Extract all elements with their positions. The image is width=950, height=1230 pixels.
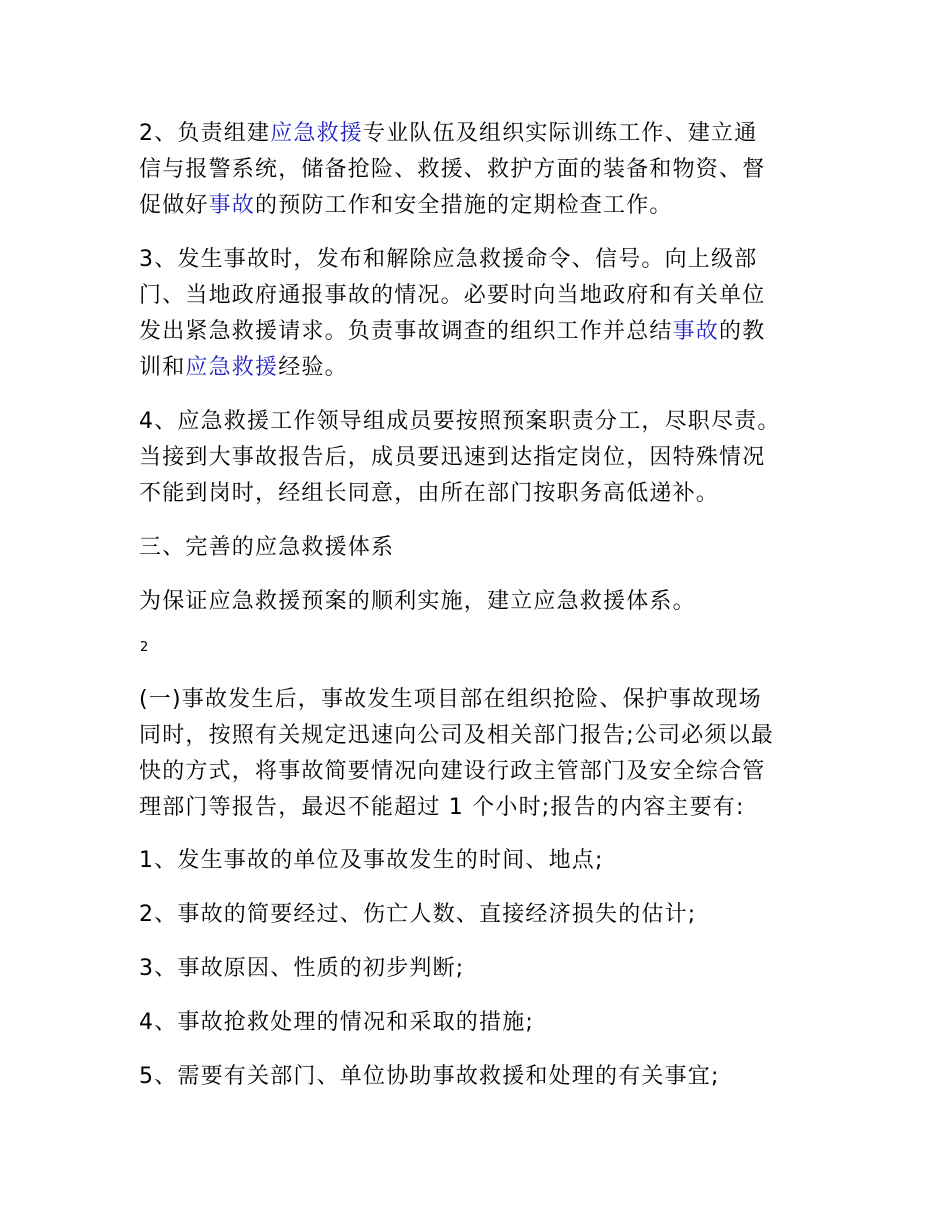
text-segment: 5、需要有关部门、单位协助事故救援和处理的有关事宜; [139, 1064, 720, 1089]
text-line [139, 278, 819, 314]
paragraph-duty-4 [139, 404, 819, 512]
text-line [139, 682, 819, 718]
text-segment: 4、事故抢救处理的情况和采取的措施; [139, 1010, 535, 1035]
text-segment: 经验。 [278, 355, 348, 380]
text-segment: 发出紧急救援请求。负责事故调查的组织工作并总结 [139, 319, 673, 344]
text-line [139, 404, 819, 440]
text-segment: 促做好 [139, 193, 209, 218]
text-line [139, 152, 819, 188]
hyperlink-term[interactable]: 应急救援 [270, 121, 364, 146]
text-line [139, 790, 819, 826]
text-segment: 2、负责组建 [139, 121, 271, 146]
text-line [139, 116, 819, 152]
text-line [139, 314, 819, 350]
section-heading-3 [139, 530, 819, 566]
text-line [139, 718, 819, 754]
text-line [139, 188, 819, 224]
list-item-2 [139, 897, 819, 933]
text-segment: 3、发生事故时，发布和解除应急救援命令、信号。向上级部 [139, 247, 758, 272]
text-line [139, 476, 819, 512]
text-segment: 的教 [719, 319, 766, 344]
paragraph-duty-2 [139, 116, 819, 224]
text-segment: 4、应急救援工作领导组成员要按照预案职责分工，尽职尽责。 [139, 409, 781, 434]
list-item-3 [139, 951, 819, 987]
text-line [139, 754, 819, 790]
text-segment: 同时，按照有关规定迅速向公司及相关部门报告;公司必须以最 [139, 723, 775, 748]
text-segment: 专业队伍及组织实际训练工作、建立通 [363, 121, 758, 146]
text-line [139, 843, 819, 879]
hyperlink-term[interactable]: 事故 [208, 193, 256, 218]
paragraph-intro [139, 584, 819, 620]
list-item-5 [139, 1059, 819, 1095]
paragraph-duty-3 [139, 242, 819, 386]
text-segment: 门、当地政府通报事故的情况。必要时向当地政府和有关单位 [139, 283, 766, 308]
text-line [139, 350, 819, 386]
text-segment: (一)事故发生后，事故发生项目部在组织抢险、保护事故现场 [139, 687, 762, 712]
text-segment: 1、发生事故的单位及事故发生的时间、地点; [139, 848, 604, 873]
hyperlink-term[interactable]: 事故 [672, 319, 720, 344]
text-segment: 2、事故的简要经过、伤亡人数、直接经济损失的估计; [139, 902, 697, 927]
text-segment: 信与报警系统，储备抢险、救援、救护方面的装备和物资、督 [139, 157, 766, 182]
text-line [139, 897, 819, 933]
page-number: 2 [140, 640, 149, 655]
text-line [139, 242, 819, 278]
hyperlink-term[interactable]: 应急救援 [185, 355, 279, 380]
text-line [139, 1005, 819, 1041]
text-segment: 的预防工作和安全措施的定期检查工作。 [255, 193, 673, 218]
text-segment: 不能到岗时，经组长同意，由所在部门按职务高低递补。 [139, 481, 720, 506]
list-item-4 [139, 1005, 819, 1041]
paragraph-report [139, 682, 819, 826]
text-line [139, 1059, 819, 1095]
text-line [139, 530, 819, 566]
text-segment: 3、事故原因、性质的初步判断; [139, 956, 465, 981]
text-segment: 理部门等报告，最迟不能超过 1 个小时;报告的内容主要有: [139, 795, 745, 820]
text-segment: 为保证应急救援预案的顺利实施，建立应急救援体系。 [139, 589, 696, 614]
text-line [139, 951, 819, 987]
text-segment: 当接到大事故报告后，成员要迅速到达指定岗位，因特殊情况 [139, 445, 766, 470]
text-line [139, 440, 819, 476]
text-segment: 训和 [139, 355, 186, 380]
text-line [139, 584, 819, 620]
list-item-1 [139, 843, 819, 879]
text-segment: 三、完善的应急救援体系 [139, 535, 395, 560]
text-segment: 快的方式，将事故简要情况向建设行政主管部门及安全综合管 [139, 759, 766, 784]
